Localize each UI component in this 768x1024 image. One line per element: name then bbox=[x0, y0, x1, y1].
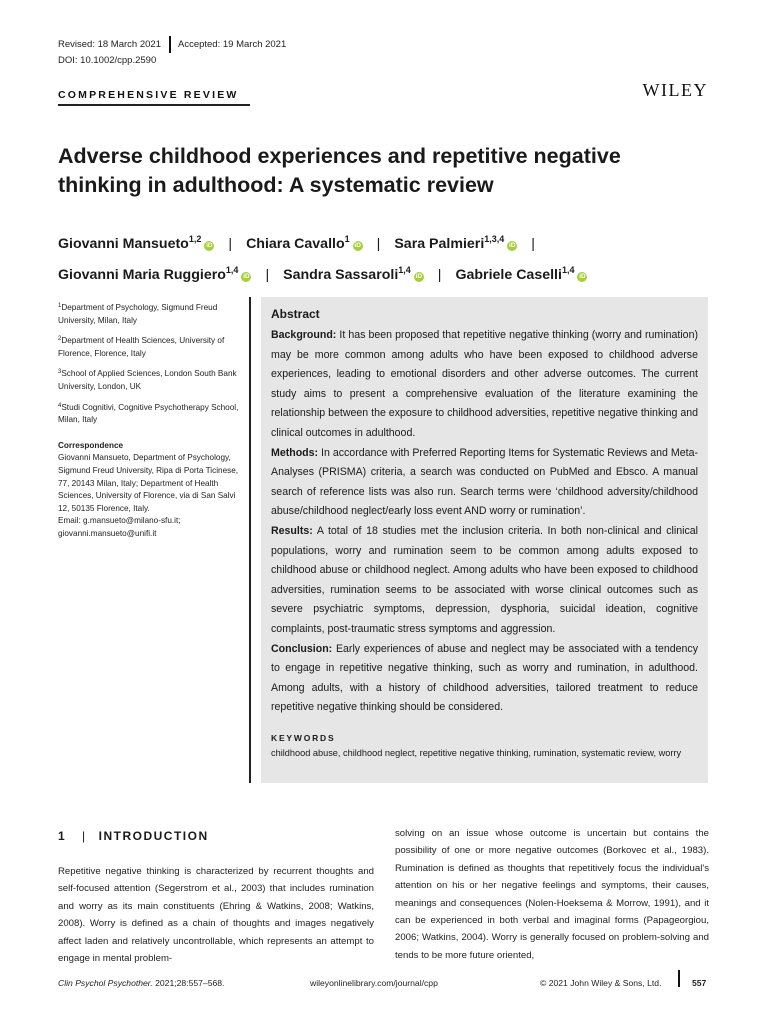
article-history bbox=[58, 36, 286, 66]
affiliation-text: Studi Cognitivi, Cognitive Psychotherapy School, Milan, Italy bbox=[58, 402, 239, 425]
affiliation-marker: 1 bbox=[344, 234, 350, 244]
footer-divider bbox=[678, 970, 680, 987]
affiliation-marker: 1,4 bbox=[225, 265, 239, 275]
body-text-right-column: solving on an issue whose outcome is uncertain but contains the possibility of one or more negative outcomes (Borkovec et al., 1983). Rumination is defined as thoughts that repetitively focus the individual's attention on his or her negative feelings and symptoms, their causes, meanings and consequences (Nolen-Hoeksema & Morrow, 1991), and it can be experienced in both verbal and imaginal forms (Papageorgiou, 2006; Watkins, 2004). Worry is generally focused on problem-solving and tends to be more future oriented, bbox=[395, 828, 709, 961]
background-text: It has been proposed that repetitive negative thinking (worry and rumination) may be more common among adults who have been exposed to childhood adverse experiences, leading to emotional disorders and other adverse outcomes. The current study aims to present a comprehensive evaluation of the literature examining the relationship between the exposure to childhood adversities, repetitive negative thinking and clinical outcomes in adulthood. bbox=[271, 329, 698, 439]
orcid-icon[interactable]: iD bbox=[509, 242, 516, 249]
category-underline bbox=[58, 104, 250, 106]
abstract-results bbox=[271, 522, 698, 640]
affiliation-item bbox=[58, 333, 243, 360]
affiliation-item bbox=[58, 366, 243, 393]
page-footer bbox=[58, 978, 710, 988]
conclusion-text: Early experiences of abuse and neglect may be associated with a tendency to engage in repetitive negative thinking, such as worry and rumination, in adulthood. Among adults, with a history of childhood adversities, tailored treatment to reduce repetitive negative thinking should be considered. bbox=[271, 642, 698, 714]
abstract-panel bbox=[261, 297, 708, 783]
abstract-conclusion bbox=[271, 640, 698, 718]
author-separator: | bbox=[376, 236, 381, 252]
orcid-icon[interactable]: iD bbox=[354, 242, 361, 249]
page-number: 557 bbox=[692, 978, 707, 988]
affiliation-text: Department of Health Sciences, University of Florence, Florence, Italy bbox=[58, 336, 225, 358]
section-number: 1 bbox=[58, 829, 67, 843]
abstract-heading: Abstract bbox=[271, 307, 320, 321]
affiliation-text: Department of Psychology, Sigmund Freud University, Milan, Italy bbox=[58, 303, 218, 325]
copyright-notice: © 2021 John Wiley & Sons, Ltd. bbox=[540, 978, 662, 988]
author-separator: | bbox=[228, 236, 233, 252]
author-name[interactable]: Chiara Cavallo bbox=[246, 236, 345, 252]
orcid-icon[interactable]: iD bbox=[579, 273, 586, 280]
orcid-icon[interactable]: iD bbox=[206, 242, 213, 249]
abstract-background bbox=[271, 326, 698, 444]
article-title: Adverse childhood experiences and repetitive negative thinking in adulthood: A systematic review bbox=[58, 144, 621, 197]
background-label: Background: bbox=[271, 329, 337, 341]
affiliation-text: School of Applied Sciences, London South Bank University, London, UK bbox=[58, 369, 237, 391]
author-name[interactable]: Sara Palmieri bbox=[394, 236, 485, 252]
author-item[interactable] bbox=[58, 267, 251, 283]
abstract-rule bbox=[249, 297, 251, 783]
affiliation-number: 4 bbox=[58, 402, 62, 409]
author-name[interactable]: Sandra Sassaroli bbox=[283, 267, 399, 283]
citation-details: 2021;28:557–568. bbox=[152, 978, 225, 988]
affiliation-number: 2 bbox=[58, 336, 62, 343]
orcid-icon[interactable]: iD bbox=[415, 273, 423, 280]
author-item[interactable] bbox=[246, 236, 363, 252]
revised-date: Revised: 18 March 2021 bbox=[58, 39, 161, 50]
footer-citation bbox=[58, 978, 224, 988]
affiliation-marker: 1,4 bbox=[561, 265, 575, 275]
author-item[interactable] bbox=[455, 267, 587, 283]
affiliation-number: 3 bbox=[58, 369, 62, 376]
affiliation-item bbox=[58, 300, 243, 327]
doi-link[interactable]: DOI: 10.1002/cpp.2590 bbox=[58, 55, 157, 66]
author-name[interactable]: Giovanni Maria Ruggiero bbox=[58, 267, 226, 283]
history-divider bbox=[169, 36, 171, 53]
author-separator: | bbox=[531, 236, 535, 252]
author-item[interactable] bbox=[283, 267, 424, 283]
publisher-logo[interactable]: WILEY bbox=[642, 80, 708, 100]
author-item[interactable] bbox=[394, 236, 517, 252]
methods-label: Methods: bbox=[271, 446, 319, 459]
keywords-heading: KEYWORDS bbox=[271, 732, 336, 743]
article-category: COMPREHENSIVE REVIEW bbox=[58, 89, 239, 101]
methods-text: In accordance with Preferred Reporting Items for Systematic Reviews and Meta-Analyses (PRISMA) criteria, a search was conducted on PubMed and Ebsco. A manual search of reference lists was also run. Search terms were ‘childhood adversity/childhood abuse/childhood neglect/early loss event AND worry or rumination’. bbox=[271, 446, 698, 518]
accepted-date: Accepted: 19 March 2021 bbox=[177, 39, 287, 50]
affiliation-number: 1 bbox=[58, 303, 62, 309]
affiliations-sidebar bbox=[58, 300, 243, 541]
affiliation-item bbox=[58, 400, 243, 427]
journal-website-link[interactable]: wileyonlinelibrary.com/journal/cpp bbox=[310, 978, 438, 988]
section-heading-introduction bbox=[58, 829, 209, 843]
section-bar: | bbox=[82, 829, 87, 843]
correspondence-details: Giovanni Mansueto, Department of Psychology, Sigmund Freud University, Ripa di Porta Ticinese, 77, 20143 Milan, Italy; Department of Health Sciences, University of Florence, via di San Salvi 12, 50135 Florence, Italy. Email: g.mansueto@milano-sfu.it; giovanni.mansueto@unifi.it bbox=[58, 453, 239, 538]
journal-name: Clin Psychol Psychother. bbox=[58, 978, 153, 988]
section-title: INTRODUCTION bbox=[98, 829, 209, 843]
keywords-list: childhood abuse, childhood neglect, repetitive negative thinking, rumination, systematic review, worry bbox=[271, 747, 682, 758]
affiliation-marker: 1,2 bbox=[188, 234, 202, 244]
conclusion-label: Conclusion: bbox=[271, 642, 333, 655]
affiliation-marker: 1,4 bbox=[398, 265, 411, 275]
abstract-methods bbox=[271, 444, 698, 522]
results-label: Results: bbox=[271, 524, 313, 537]
affiliation-marker: 1,3,4 bbox=[484, 234, 505, 244]
author-name[interactable]: Giovanni Mansueto bbox=[58, 236, 189, 252]
author-separator: | bbox=[265, 267, 270, 283]
orcid-icon[interactable]: iD bbox=[243, 273, 250, 280]
author-item[interactable] bbox=[58, 236, 214, 252]
body-text-left-column: Repetitive negative thinking is characterized by recurrent thoughts and self-focused attention (Segerstrom et al., 2003) that includes rumination and worry as its main constituents (Ehring & Watkins, 2008; Watkins, 2008). Worry is defined as a chain of thoughts and images negatively affect laden and relatively uncontrollable, which represents an attempt to engage in mental problem- bbox=[58, 866, 374, 965]
results-text: A total of 18 studies met the inclusion criteria. In both non-clinical and clinical populations, worry and rumination seem to be common among adults exposed to childhood abuse or childhood neglect. Among adults who have been exposed to childhood adversities, rumination seems to be associated with worse clinical outcomes such as severe psychiatric symptoms, depression, dysphoria, suicidal ideation, cognitive complaints, post-traumatic stress symptoms and aggression. bbox=[271, 524, 698, 635]
correspondence-heading: Correspondence bbox=[58, 440, 124, 450]
author-name[interactable]: Gabriele Caselli bbox=[455, 267, 562, 283]
author-list bbox=[58, 226, 718, 288]
author-separator: | bbox=[437, 267, 442, 283]
